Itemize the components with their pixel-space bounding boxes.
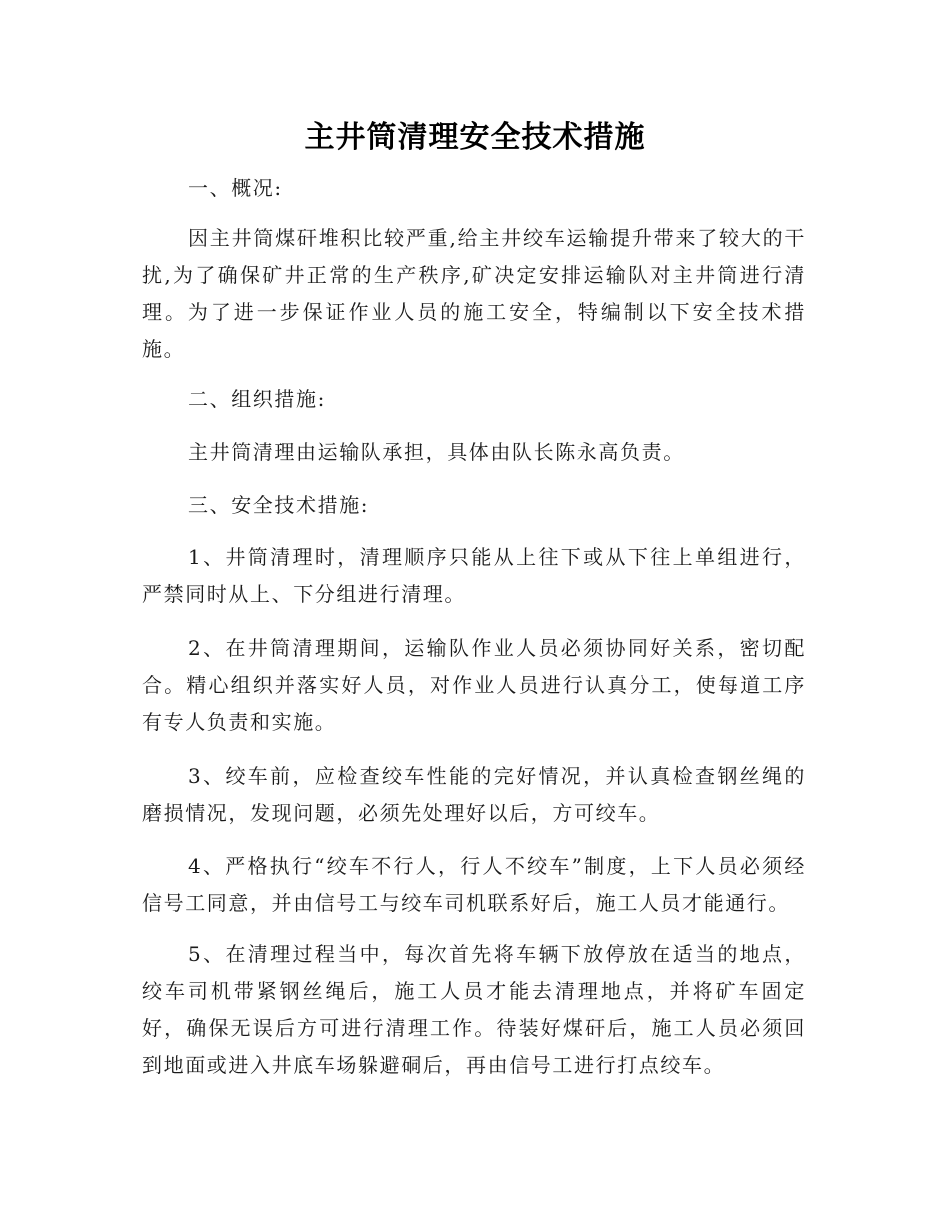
document-title: 主井筒清理安全技术措施 bbox=[304, 120, 646, 155]
measure-item-5: 5、在清理过程当中，每次首先将车辆下放停放在适当的地点，绞车司机带紧钢丝绳后，施工人员才能去清理地点，并将矿车固定好，确保无误后方可进行清理工作。待装好煤矸后，施工人员必须回到地面或进入井底车场躲避硐后，再由信号工进行打点绞车。 bbox=[142, 942, 806, 1077]
heading-safety-measures: 三、安全技术措施: bbox=[188, 493, 370, 517]
measure-item-3: 3、绞车前，应检查绞车性能的完好情况，并认真检查钢丝绳的磨损情况，发现问题，必须先处理好以后，方可绞车。 bbox=[142, 764, 806, 825]
paragraph-overview: 因主井筒煤矸堆积比较严重,给主井绞车运输提升带来了较大的干扰,为了确保矿井正常的生产秩序,矿决定安排运输队对主井筒进行清理。为了进一步保证作业人员的施工安全，特编制以下安全技术措施。 bbox=[142, 226, 806, 361]
measure-item-2: 2、在井筒清理期间，运输队作业人员必须协同好关系，密切配合。精心组织并落实好人员，对作业人员进行认真分工，使每道工序有专人负责和实施。 bbox=[142, 636, 806, 734]
measure-item-1: 1、井筒清理时，清理顺序只能从上往下或从下往上单组进行，严禁同时从上、下分组进行清理。 bbox=[142, 545, 806, 606]
heading-overview: 一、概况: bbox=[188, 176, 283, 200]
heading-organization: 二、组织措施: bbox=[188, 387, 326, 411]
paragraph-organization: 主井筒清理由运输队承担，具体由队长陈永高负责。 bbox=[188, 440, 685, 464]
measure-item-4: 4、严格执行“绞车不行人，行人不绞车”制度，上下人员必须经信号工同意，并由信号工与绞车司机联系好后，施工人员才能通行。 bbox=[142, 854, 806, 915]
